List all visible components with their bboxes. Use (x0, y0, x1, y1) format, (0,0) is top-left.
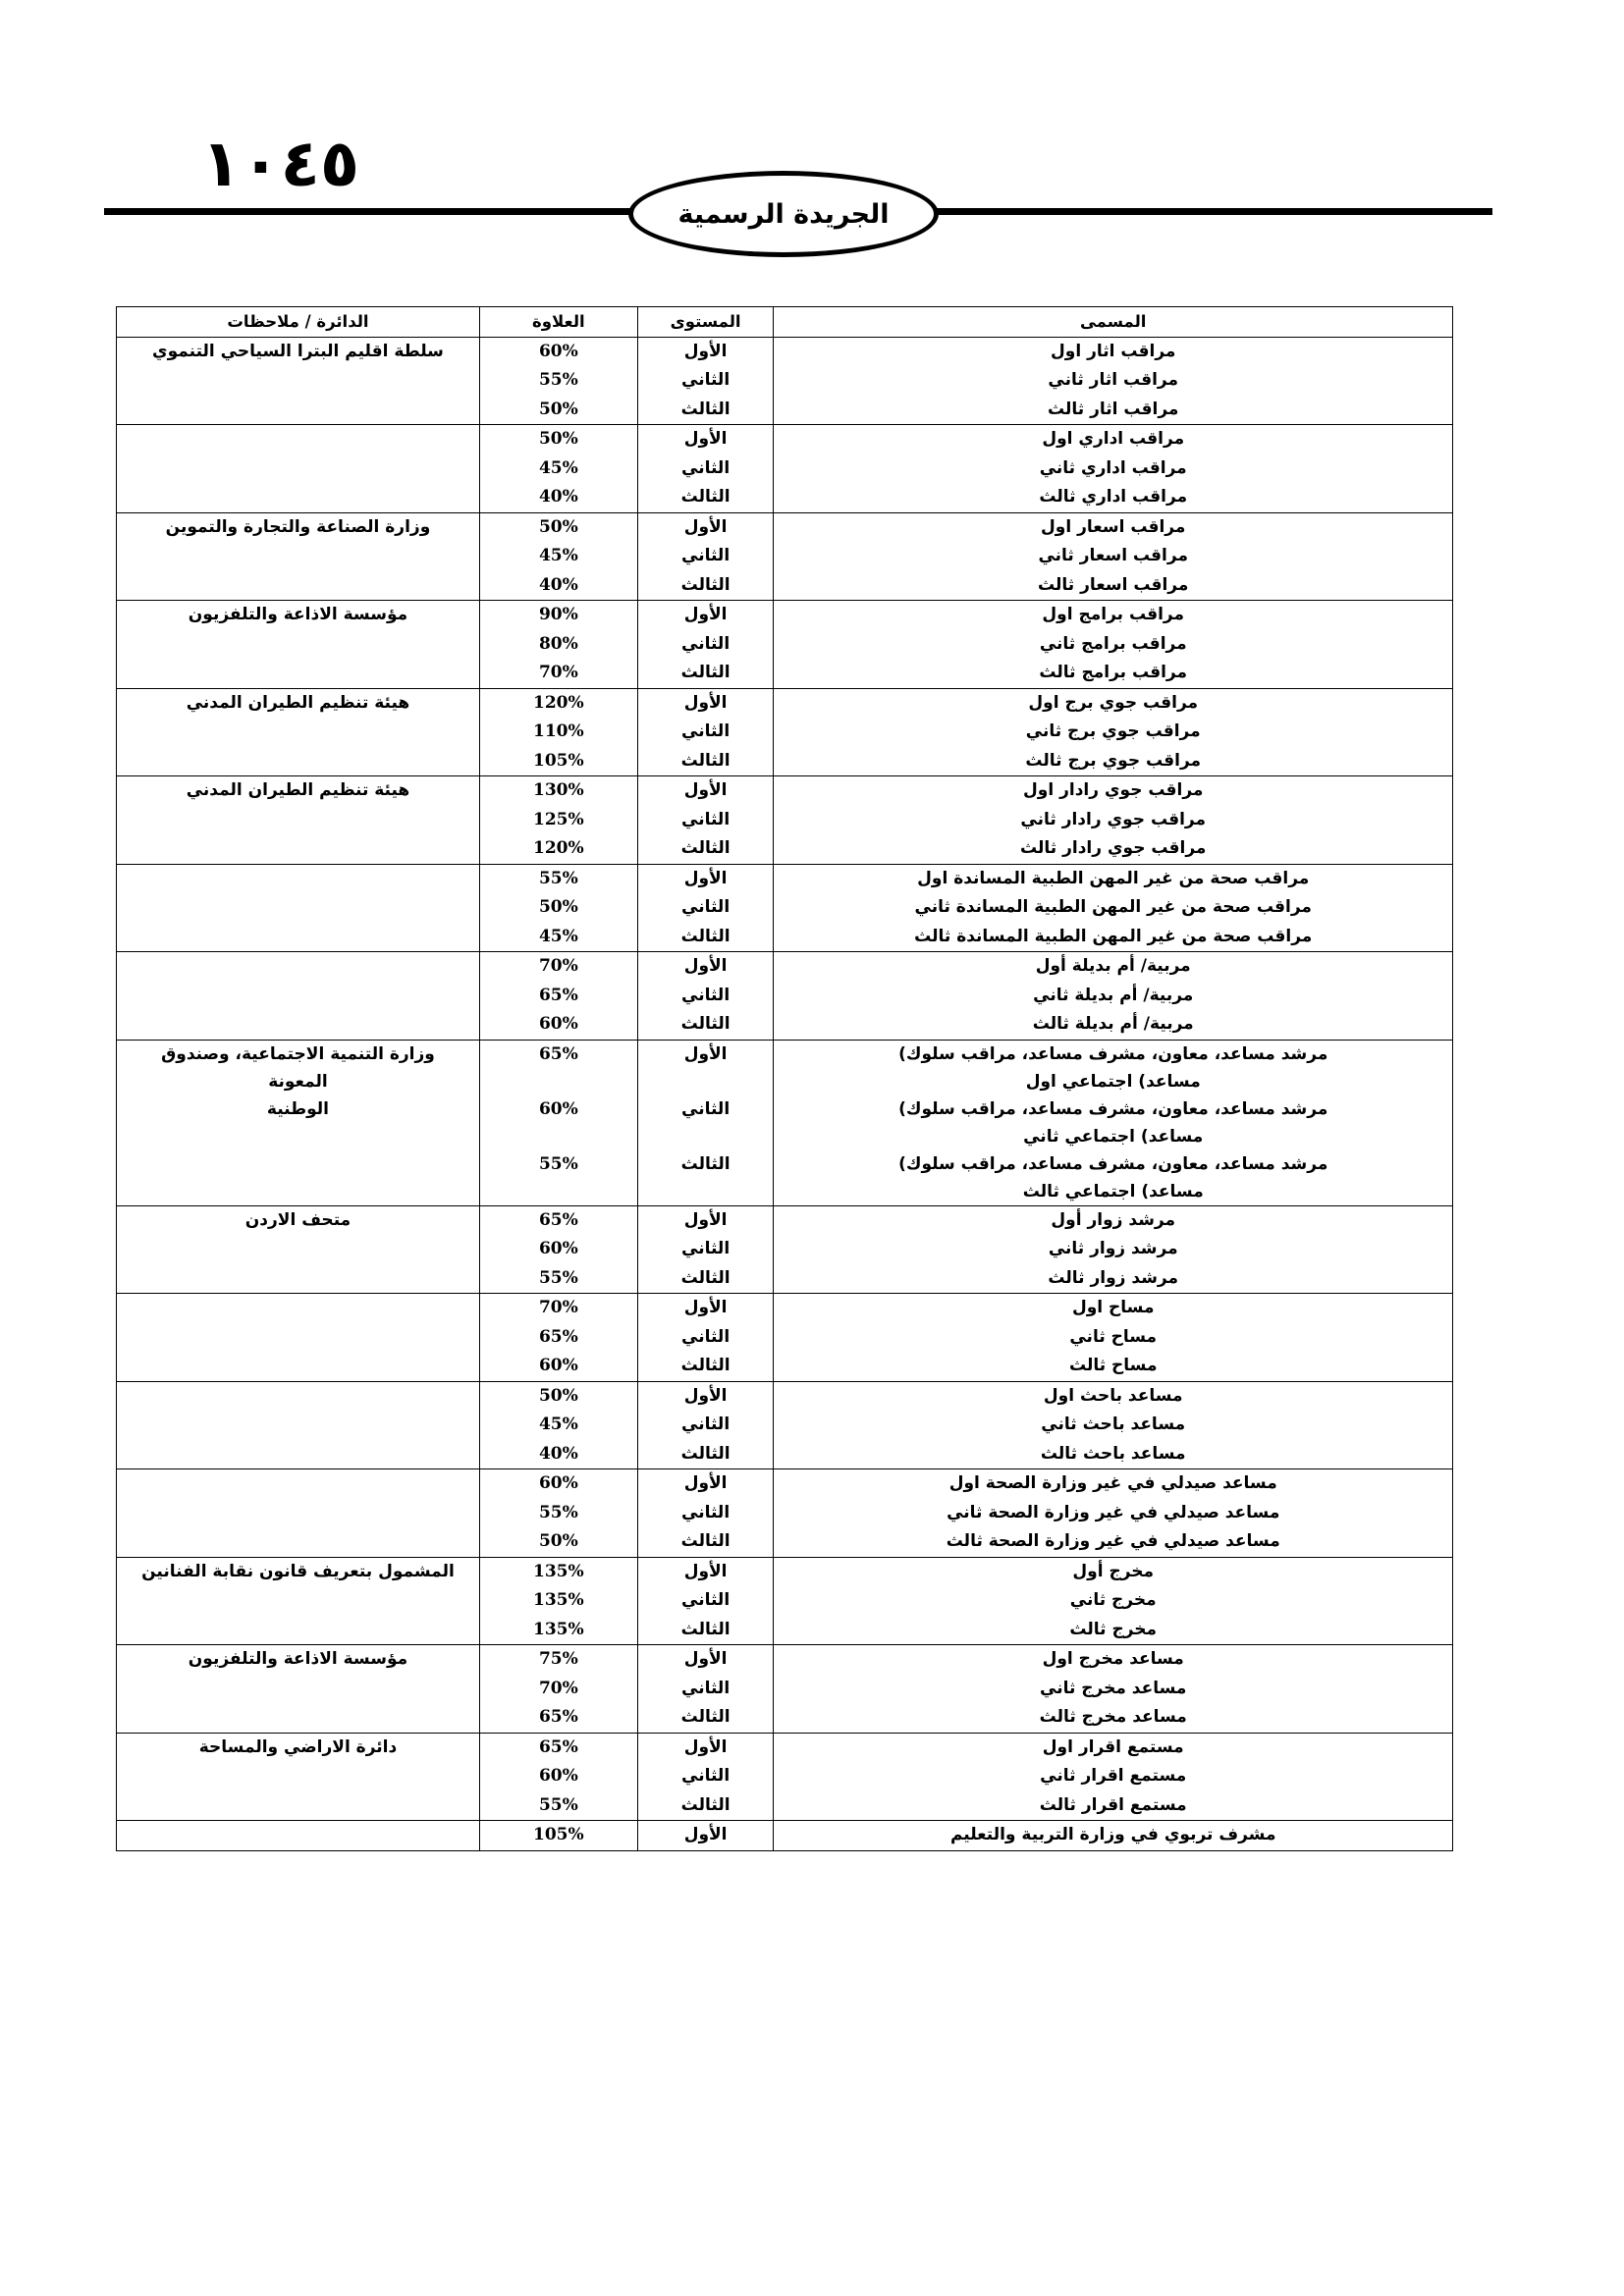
level-cell: الثالث (637, 747, 774, 776)
department-cell: سلطة اقليم البترا السياحي التنموي (117, 337, 480, 425)
level-cell: الثالث (637, 923, 774, 952)
job-title-cell: مربية/ أم بديلة ثاني (774, 982, 1453, 1011)
level-cell: الثالث (637, 1352, 774, 1381)
allowance-cell: 120% (479, 688, 637, 718)
table-row (117, 1557, 1453, 1586)
level-cell: الثالث (637, 1616, 774, 1645)
header-dept: الدائرة / ملاحظات (117, 307, 480, 338)
header-title: المسمى (774, 307, 1453, 338)
job-title-cell: مساح ثاني (774, 1323, 1453, 1353)
level-cell: الثاني (637, 366, 774, 396)
allowance-cell: 45% (479, 1411, 637, 1440)
job-title-cell: مراقب صحة من غير المهن الطبية المساندة اول (774, 864, 1453, 893)
job-title-cell: مراقب صحة من غير المهن الطبية المساندة ثاني (774, 893, 1453, 923)
department-line: الوطنية (266, 1098, 329, 1119)
job-title-cell: مراقب جوي رادار ثالث (774, 834, 1453, 864)
level-cell: الثاني (637, 1586, 774, 1616)
allowance-cell: 120% (479, 834, 637, 864)
job-title-line: مرشد مساعد، معاون، مشرف مساعد، مراقب سلوك) (898, 1043, 1328, 1064)
department-line: وزارة التنمية الاجتماعية، وصندوق (161, 1043, 435, 1064)
level-cell: الثالث (637, 1527, 774, 1557)
level-cell: الثاني (637, 454, 774, 484)
job-title-cell: مساعد صيدلي في غير وزارة الصحة ثالث (774, 1527, 1453, 1557)
job-title-cell: مساعد باحث ثالث (774, 1440, 1453, 1469)
level-cell: الثالث (637, 834, 774, 864)
department-cell (117, 952, 480, 1041)
level-cell: الثالث (637, 1791, 774, 1821)
allowance-cell: 45% (479, 454, 637, 484)
department-cell (117, 864, 480, 952)
allowance-cell: 50% (479, 512, 637, 542)
job-title-cell: مخرج ثاني (774, 1586, 1453, 1616)
job-title-cell (774, 1095, 1453, 1150)
table-row (117, 1821, 1453, 1851)
allowance-cell: 40% (479, 1440, 637, 1469)
allowance-cell: 55% (479, 1264, 637, 1294)
level-cell: الثاني (637, 1762, 774, 1791)
department-cell (117, 1294, 480, 1382)
job-title-cell: مراقب برامج ثاني (774, 630, 1453, 660)
job-title-cell: مراقب اثار ثاني (774, 366, 1453, 396)
allowance-cell: 90% (479, 601, 637, 630)
table-row (117, 952, 1453, 982)
job-title-cell: مراقب صحة من غير المهن الطبية المساندة ثالث (774, 923, 1453, 952)
allowance-cell: 65% (479, 1703, 637, 1733)
allowance-cell: 70% (479, 659, 637, 688)
allowance-cell: 55% (479, 864, 637, 893)
allowance-cell: 60% (479, 1095, 637, 1150)
allowance-cell: 60% (479, 1762, 637, 1791)
level-cell: الثالث (637, 483, 774, 512)
job-title-cell: مراقب جوي رادار اول (774, 776, 1453, 806)
table-row (117, 512, 1453, 542)
job-title-cell: مساعد مخرج ثاني (774, 1675, 1453, 1704)
level-cell: الثاني (637, 982, 774, 1011)
job-title-cell: مساح اول (774, 1294, 1453, 1323)
level-cell: الثاني (637, 1411, 774, 1440)
table-row (117, 688, 1453, 718)
department-cell: مؤسسة الاذاعة والتلفزيون (117, 601, 480, 689)
allowance-cell: 80% (479, 630, 637, 660)
level-cell: الأول (637, 1821, 774, 1851)
level-cell: الثالث (637, 1264, 774, 1294)
allowance-cell: 130% (479, 776, 637, 806)
department-cell (117, 1381, 480, 1469)
allowance-cell: 50% (479, 396, 637, 425)
allowance-cell: 60% (479, 1010, 637, 1040)
department-cell: دائرة الاراضي والمساحة (117, 1733, 480, 1821)
job-title-cell: مرشد زوار أول (774, 1205, 1453, 1235)
department-cell (117, 1821, 480, 1851)
job-title-cell: مراقب اداري ثاني (774, 454, 1453, 484)
level-cell: الأول (637, 601, 774, 630)
allowances-table (116, 306, 1453, 1851)
table-row (117, 1733, 1453, 1762)
header-rule-right (933, 208, 1492, 215)
allowance-cell: 50% (479, 1381, 637, 1411)
job-title-cell: مساعد صيدلي في غير وزارة الصحة ثاني (774, 1499, 1453, 1528)
allowance-cell: 65% (479, 1205, 637, 1235)
gazette-title: الجريدة الرسمية (628, 171, 939, 257)
job-title-cell: مخرج ثالث (774, 1616, 1453, 1645)
allowance-cell: 65% (479, 1733, 637, 1762)
job-title-line: مرشد مساعد، معاون، مشرف مساعد، مراقب سلوك) (898, 1098, 1328, 1119)
table-row (117, 864, 1453, 893)
job-title-cell: مخرج أول (774, 1557, 1453, 1586)
table-header-row (117, 307, 1453, 338)
job-title-cell: مشرف تربوي في وزارة التربية والتعليم (774, 1821, 1453, 1851)
level-cell: الأول (637, 1733, 774, 1762)
level-cell: الثالث (637, 659, 774, 688)
department-cell: هيئة تنظيم الطيران المدني (117, 688, 480, 776)
allowance-cell: 105% (479, 1821, 637, 1851)
department-cell: مؤسسة الاذاعة والتلفزيون (117, 1645, 480, 1734)
department-line: المعونة (268, 1071, 328, 1092)
allowance-cell: 55% (479, 1791, 637, 1821)
allowance-cell: 60% (479, 1235, 637, 1264)
level-cell: الثالث (637, 1703, 774, 1733)
page-number: ١٠٤٥ (201, 126, 360, 201)
header-allowance: العلاوة (479, 307, 637, 338)
level-cell: الثاني (637, 1675, 774, 1704)
allowance-cell: 55% (479, 1150, 637, 1206)
allowance-cell: 135% (479, 1616, 637, 1645)
allowance-cell: 60% (479, 337, 637, 366)
level-cell: الثاني (637, 1499, 774, 1528)
allowance-cell: 60% (479, 1469, 637, 1499)
allowance-cell: 70% (479, 1294, 637, 1323)
level-cell: الأول (637, 425, 774, 454)
job-title-cell: مراقب اسعار ثالث (774, 571, 1453, 601)
level-cell: الثاني (637, 1095, 774, 1150)
level-cell: الأول (637, 1645, 774, 1675)
job-title-cell: مراقب جوي رادار ثاني (774, 806, 1453, 835)
job-title-cell: مراقب برامج اول (774, 601, 1453, 630)
job-title-cell: مستمع اقرار اول (774, 1733, 1453, 1762)
header-level: المستوى (637, 307, 774, 338)
job-title-line: مساعد) اجتماعي ثاني (1023, 1126, 1204, 1147)
level-cell: الأول (637, 776, 774, 806)
job-title-cell (774, 1150, 1453, 1206)
level-cell: الأول (637, 512, 774, 542)
job-title-cell: مربية/ أم بديلة أول (774, 952, 1453, 982)
job-title-cell (774, 1040, 1453, 1095)
department-cell (117, 1469, 480, 1558)
allowance-cell: 50% (479, 1527, 637, 1557)
header-rule-left (104, 208, 634, 215)
allowance-cell: 70% (479, 952, 637, 982)
job-title-cell: مساعد باحث اول (774, 1381, 1453, 1411)
job-title-cell: مراقب اداري ثالث (774, 483, 1453, 512)
level-cell: الثالث (637, 571, 774, 601)
job-title-cell: مرشد زوار ثالث (774, 1264, 1453, 1294)
department-cell: المشمول بتعريف قانون نقابة الفنانين (117, 1557, 480, 1645)
allowance-cell: 125% (479, 806, 637, 835)
allowance-cell: 70% (479, 1675, 637, 1704)
allowance-cell: 50% (479, 425, 637, 454)
job-title-line: مساعد) اجتماعي اول (1025, 1071, 1201, 1092)
job-title-cell: مساعد صيدلي في غير وزارة الصحة اول (774, 1469, 1453, 1499)
level-cell: الثالث (637, 1010, 774, 1040)
table-row (117, 1205, 1453, 1235)
job-title-cell: مراقب جوي برج اول (774, 688, 1453, 718)
level-cell: الثاني (637, 806, 774, 835)
level-cell: الأول (637, 864, 774, 893)
job-title-cell: مراقب جوي برج ثاني (774, 718, 1453, 747)
allowance-cell: 60% (479, 1352, 637, 1381)
job-title-cell: مساعد مخرج ثالث (774, 1703, 1453, 1733)
level-cell: الثاني (637, 630, 774, 660)
allowance-cell: 55% (479, 366, 637, 396)
job-title-line: مرشد مساعد، معاون، مشرف مساعد، مراقب سلوك) (898, 1153, 1328, 1174)
department-cell: وزارة الصناعة والتجارة والتموين (117, 512, 480, 601)
department-cell (117, 1040, 480, 1205)
allowance-cell: 50% (479, 893, 637, 923)
allowance-cell: 40% (479, 483, 637, 512)
job-title-cell: مراقب اسعار ثاني (774, 542, 1453, 571)
level-cell: الأول (637, 1469, 774, 1499)
job-title-cell: مراقب جوي برج ثالث (774, 747, 1453, 776)
allowance-cell: 65% (479, 1040, 637, 1095)
job-title-cell: مربية/ أم بديلة ثالث (774, 1010, 1453, 1040)
table-row (117, 1294, 1453, 1323)
allowance-cell: 75% (479, 1645, 637, 1675)
level-cell: الأول (637, 688, 774, 718)
department-cell: هيئة تنظيم الطيران المدني (117, 776, 480, 865)
level-cell: الثاني (637, 893, 774, 923)
level-cell: الثالث (637, 1150, 774, 1206)
allowance-cell: 40% (479, 571, 637, 601)
job-title-cell: مراقب برامج ثالث (774, 659, 1453, 688)
level-cell: الأول (637, 1040, 774, 1095)
level-cell: الأول (637, 1294, 774, 1323)
job-title-cell: مراقب اثار ثالث (774, 396, 1453, 425)
allowance-cell: 110% (479, 718, 637, 747)
allowance-cell: 65% (479, 1323, 637, 1353)
allowance-cell: 135% (479, 1586, 637, 1616)
table-row (117, 1381, 1453, 1411)
table-row (117, 1645, 1453, 1675)
job-title-cell: مراقب اثار اول (774, 337, 1453, 366)
level-cell: الأول (637, 1381, 774, 1411)
level-cell: الأول (637, 1557, 774, 1586)
allowance-cell: 105% (479, 747, 637, 776)
allowance-cell: 65% (479, 982, 637, 1011)
job-title-cell: مساح ثالث (774, 1352, 1453, 1381)
job-title-cell: مستمع اقرار ثالث (774, 1791, 1453, 1821)
job-title-cell: مراقب اداري اول (774, 425, 1453, 454)
table-row (117, 776, 1453, 806)
table-row (117, 1040, 1453, 1095)
job-title-cell: مساعد باحث ثاني (774, 1411, 1453, 1440)
job-title-line: مساعد) اجتماعي ثالث (1022, 1181, 1204, 1201)
allowance-cell: 55% (479, 1499, 637, 1528)
table-row (117, 425, 1453, 454)
level-cell: الأول (637, 1205, 774, 1235)
allowance-cell: 45% (479, 542, 637, 571)
level-cell: الثالث (637, 396, 774, 425)
department-cell: متحف الاردن (117, 1205, 480, 1294)
level-cell: الثاني (637, 1323, 774, 1353)
level-cell: الثالث (637, 1440, 774, 1469)
table-row (117, 601, 1453, 630)
allowance-cell: 135% (479, 1557, 637, 1586)
level-cell: الثاني (637, 1235, 774, 1264)
table-row (117, 1469, 1453, 1499)
job-title-cell: مساعد مخرج اول (774, 1645, 1453, 1675)
level-cell: الأول (637, 337, 774, 366)
level-cell: الأول (637, 952, 774, 982)
allowance-cell: 45% (479, 923, 637, 952)
job-title-cell: مرشد زوار ثاني (774, 1235, 1453, 1264)
department-cell (117, 425, 480, 513)
level-cell: الثاني (637, 542, 774, 571)
level-cell: الثاني (637, 718, 774, 747)
job-title-cell: مراقب اسعار اول (774, 512, 1453, 542)
job-title-cell: مستمع اقرار ثاني (774, 1762, 1453, 1791)
table-body (117, 337, 1453, 1850)
table-row (117, 337, 1453, 366)
